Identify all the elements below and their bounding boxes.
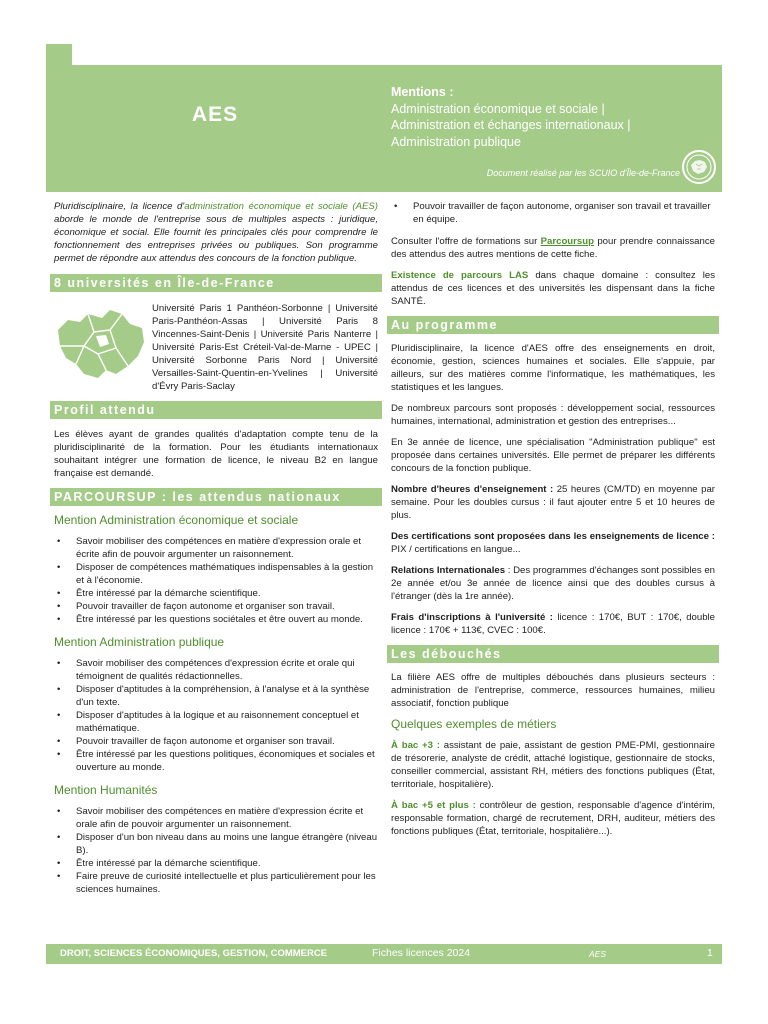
list-item: • Être intéressé par les questions sociétales et être ouvert au monde.	[54, 613, 378, 626]
page-title: AES	[191, 103, 239, 126]
list-item: • Pouvoir travailler de façon autonome et organiser son travail.	[54, 600, 378, 613]
list-item: • Savoir mobiliser des compétences d'expression écrite et orale qui témoignent de qualités rédactionnelles.	[54, 657, 378, 683]
mention-hum-list	[54, 805, 378, 896]
ile-de-france-map-icon	[54, 300, 146, 380]
bac5-label: À bac +5 et plus :	[391, 800, 476, 811]
left-column	[54, 200, 378, 896]
mention-aes-list	[54, 535, 378, 626]
fees-label: Frais d'inscriptions à l'université :	[391, 612, 553, 623]
intro-text-2: aborde le monde de l'entreprise sous de multiples aspects : juridique, économique et social. Elle fournit les principales clés pour comprendre le fonctionnement des entreprises privées ou publiques. Son programme permet de répondre aux attendus des concours de la fonction publique.	[54, 214, 378, 264]
list-item: • Disposer d'un bon niveau dans au moins une langue étrangère (niveau B).	[54, 831, 378, 857]
universities-heading: 8 universités en Île-de-France	[50, 274, 382, 292]
bac3-text: assistant de paie, assistant de gestion PME-PMI, gestionnaire de trésorerie, analyste de crédit, attaché logistique, gestionnaire de stocks, conseiller commercial, assistant RH, métiers des fonctions publiques (État, territoriale, hospitalière).	[391, 740, 715, 790]
mention-aes-title: Mention Administration économique et sociale	[54, 513, 299, 527]
bac3-paragraph	[391, 739, 715, 791]
bac5-paragraph	[391, 799, 715, 838]
list-item: • Savoir mobiliser des compétences en matière d'expression orale et écrite afin de pouvoir argumenter un raisonnement.	[54, 535, 378, 561]
list-item: • Pouvoir travailler de façon autonome et organiser son travail.	[54, 735, 378, 748]
certif-label: Des certifications sont proposées dans les enseignements de licence :	[391, 531, 715, 542]
list-item: • Disposer de compétences mathématiques indispensables à la gestion et à l'économie.	[54, 561, 378, 587]
list-item: • Être intéressé par la démarche scientifique.	[54, 857, 378, 870]
consult-text-1: Consulter l'offre de formations sur	[391, 236, 541, 247]
profil-text: Les élèves ayant de grandes qualités d'adaptation compte tenu de la pluridisciplinarité de la formation. Pour les étudiants internationaux souhaitant intégrer une formation de licence, le niveau B2 en langue française est demandé.	[54, 429, 378, 479]
list-item: • Être intéressé par la démarche scientifique.	[54, 587, 378, 600]
universities-block	[54, 298, 378, 401]
fees-paragraph	[391, 611, 715, 637]
credit-text: Document réalisé par les SCUIO d'Île-de-France	[486, 168, 680, 178]
profil-heading: Profil attendu	[50, 401, 382, 419]
programme-heading: Au programme	[387, 316, 719, 334]
programme-p2: De nombreux parcours sont proposés : développement social, ressources humaines, international, administration et gestion des entreprises...	[391, 403, 715, 427]
list-item: • Savoir mobiliser des compétences en matière d'expression écrite et orale afin de pouvoir argumenter un raisonnement.	[54, 805, 378, 831]
fees-text: licence : 170€, BUT : 170€, double licence : 170€ + 113€, CVEC : 100€.	[391, 612, 715, 636]
footer-series: Fiches licences 2024	[372, 947, 471, 959]
programme-p3: En 3e année de licence, une spécialisation "Administration publique" est proposée dans certaines universités. Elle permet de préparer les différents concours de la fonction publique.	[391, 437, 715, 474]
las-label: Existence de parcours LAS	[391, 270, 529, 281]
page-number: 1	[707, 947, 713, 959]
list-item: • Pouvoir travailler de façon autonome, organiser son travail et travailler en équipe.	[391, 200, 715, 226]
ile-de-france-logo-icon	[682, 150, 716, 184]
mention-item-aei: Administration et échanges internationaux |	[391, 118, 631, 132]
certif-text: PIX / certifications en langue...	[391, 544, 521, 555]
las-text: dans chaque domaine : consultez les attendus de ces licences et des universités les dispensant dans la fiche SANTÉ.	[391, 270, 715, 307]
intl-text: : Des programmes d'échanges sont possibles en 2e année et/ou 3e année de licence ainsi que des doubles cursus à l'étranger (dès la 1re année).	[391, 565, 715, 602]
right-column	[391, 200, 715, 846]
hours-text: 25 heures (CM/TD) en moyenne par semaine. Pour les doubles cursus : il faut ajouter entre 5 et 10 heures de plus.	[391, 484, 716, 521]
intro-highlight: administration économique et sociale (AES)	[184, 201, 378, 212]
intro-paragraph	[54, 200, 378, 265]
list-item: • Disposer d'aptitudes à la compréhension, à l'analyse et à la synthèse d'un texte.	[54, 683, 378, 709]
list-item: • Disposer d'aptitudes à la logique et au raisonnement conceptuel et mathématique.	[54, 709, 378, 735]
list-item: • Être intéressé par les questions politiques, économiques et sociales et ouverture au monde.	[54, 748, 378, 774]
hours-paragraph	[391, 483, 715, 522]
list-item: • Faire preuve de curiosité intellectuelle et plus particulièrement pour les sciences humaines.	[54, 870, 378, 896]
parcoursup-heading: PARCOURSUP : les attendus nationaux	[50, 488, 382, 506]
intro-text-1: Pluridisciplinaire, la licence d'	[54, 201, 185, 212]
mention-hum-title: Mention Humanités	[54, 783, 158, 797]
mentions-block	[391, 84, 711, 150]
intl-paragraph	[391, 564, 715, 603]
footer-bar	[46, 944, 722, 964]
bac3-label: À bac +3 :	[391, 740, 440, 751]
mention-ap-list	[54, 657, 378, 774]
header-notch	[72, 44, 722, 65]
debouches-heading: Les débouchés	[387, 645, 719, 663]
consult-paragraph	[391, 235, 715, 261]
programme-p1: Pluridisciplinaire, la licence d'AES offre des enseignements en droit, économie, gestion, sciences humaines et sociales. Elle s'appuie, par ailleurs, sur des matières comme l'informatique, les mathématiques, les statistiques et les langues.	[391, 343, 715, 393]
hours-label: Nombre d'heures d'enseignement :	[391, 484, 554, 495]
mention-item-aes: Administration économique et sociale |	[391, 101, 605, 116]
mentions-label: Mentions :	[391, 85, 454, 99]
mention-hum-list-continued	[391, 200, 715, 226]
debouches-text: La filière AES offre de multiples débouchés dans plusieurs secteurs : administration de l'entreprise, commerce, ressources humaines, milieu associatif, fonction publique	[391, 672, 715, 709]
parcoursup-link[interactable]: Parcoursup	[540, 236, 594, 247]
intl-label: Relations Internationales	[391, 565, 506, 576]
mention-item-ap: Administration publique	[391, 134, 521, 149]
examples-title: Quelques exemples de métiers	[391, 717, 557, 731]
bac5-text: contrôleur de gestion, responsable d'agence d'intérim, responsable formation, chargé de recrutement, DRH, auditeur, métiers des fonctions publiques (État, territoriale, hospitalière...).	[391, 800, 715, 837]
consult-text-2: pour prendre connaissance des attendus des autres mentions de cette fiche.	[391, 236, 715, 260]
mention-ap-title: Mention Administration publique	[54, 635, 225, 649]
footer-sheet: AES	[589, 949, 607, 959]
certif-paragraph	[391, 530, 715, 556]
universities-list: Université Paris 1 Panthéon-Sorbonne | Université Paris-Panthéon-Assas | Université Paris 8 Vincennes-Saint-Denis | Université Paris Nanterre | Université Paris-Est Créteil-Val-de-Marne - UPEC | Université Sorbonne Paris Nord | Université Versailles-Saint-Quentin-en-Yvelines | Université d'Évry Paris-Saclay	[152, 303, 378, 392]
las-paragraph	[391, 269, 715, 308]
footer-domain: DROIT, SCIENCES ÉCONOMIQUES, GESTION, COMMERCE	[60, 948, 328, 959]
